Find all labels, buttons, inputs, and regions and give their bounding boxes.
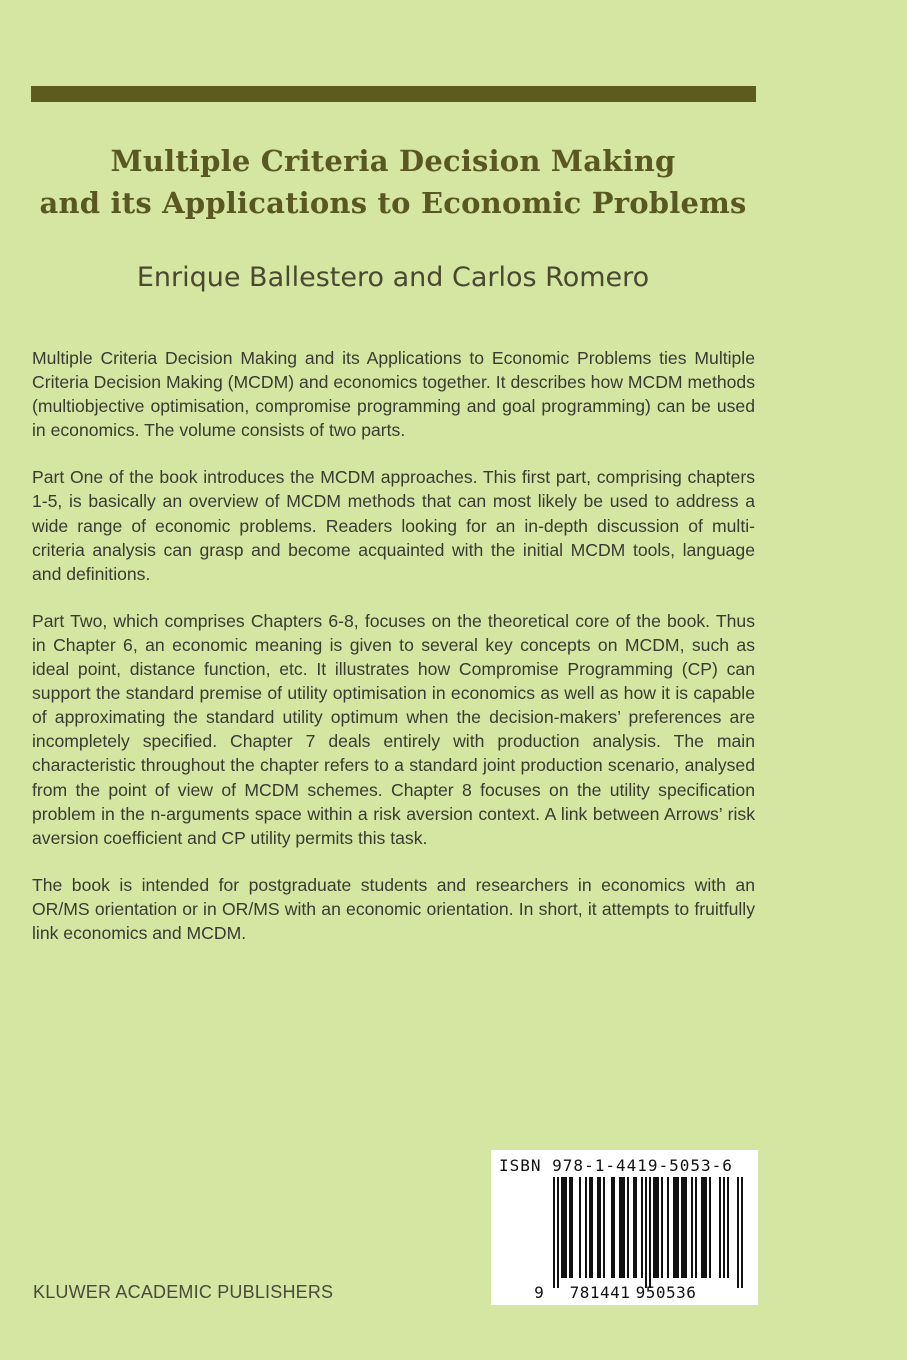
barcode-bar <box>681 1177 683 1278</box>
barcode-bar <box>737 1177 739 1288</box>
barcode-bar <box>619 1177 621 1278</box>
barcode-digit-first: 9 <box>534 1283 544 1302</box>
isbn-label: ISBN 978-1-4419-5053-6 <box>499 1156 733 1175</box>
barcode-bar <box>613 1177 615 1278</box>
isbn-barcode <box>491 1150 758 1305</box>
barcode-bar <box>611 1177 613 1278</box>
barcode-bar <box>589 1177 591 1278</box>
book-title <box>0 140 786 224</box>
barcode-bar <box>719 1177 721 1278</box>
barcode-bar <box>727 1177 729 1278</box>
barcode-bar <box>557 1177 559 1288</box>
authors: Enrique Ballestero and Carlos Romero <box>136 262 650 293</box>
blurb-paragraph-3: Part Two, which comprises Chapters 6-8, focuses on the theoretical core of the book. Thus in Chapter 6, an economic meaning is given to several key concepts on MCDM, such as ideal point, distance function, etc. It illustrates how Compromise Programming (CP) can support the standard premise of utility optimisation in economics as well as how it is capable of approximating the standard utility optimum when the decision-makers’ preferences are incompletely specified. Chapter 7 deals entirely with production analysis. The main characteristic throughout the chapter refers to a standard joint production scenario, analysed from the point of view of MCDM schemes. Chapter 8 focuses on the utility specification problem in the n-arguments space within a risk aversion context. A link between Arrows’ risk aversion coefficient and CP utility permits this task. <box>32 610 755 848</box>
title-line-1: Multiple Criteria Decision Making <box>110 144 676 178</box>
barcode-bar <box>695 1177 697 1278</box>
barcode-bar <box>741 1177 743 1288</box>
top-decorative-bar <box>31 86 756 102</box>
barcode-bar <box>701 1177 703 1278</box>
barcode-bar <box>661 1177 663 1278</box>
barcode-bar <box>667 1177 669 1278</box>
barcode-bar <box>673 1177 675 1278</box>
barcode-bar <box>579 1177 581 1278</box>
barcode-bar <box>585 1177 587 1278</box>
barcode-bar <box>635 1177 637 1278</box>
barcode-bar <box>561 1177 563 1278</box>
barcode-bar <box>569 1177 571 1278</box>
blurb-paragraph-1: Multiple Criteria Decision Making and its Applications to Economic Problems ties Multiple Criteria Decision Making (MCDM) and economics together. It describes how MCDM methods (multiobjective optimisation, compromise programming and goal programming) can be used in economics. The volume consists of two parts. <box>32 348 755 441</box>
barcode-bars <box>553 1177 743 1288</box>
barcode-bar <box>653 1177 655 1278</box>
barcode-bar <box>703 1177 705 1278</box>
barcode-digits-right: 950536 <box>635 1283 697 1302</box>
barcode-bar <box>649 1177 651 1288</box>
barcode-bar <box>623 1177 625 1278</box>
barcode-bar <box>621 1177 623 1278</box>
barcode-bar <box>683 1177 685 1278</box>
barcode-bar <box>657 1177 659 1278</box>
barcode-bar <box>641 1177 643 1278</box>
barcode-bar <box>709 1177 711 1278</box>
barcode-bar <box>691 1177 693 1278</box>
blurb-paragraph-4: The book is intended for postgraduate students and researchers in economics with an OR/MS orientation or in OR/MS with an economic orientation. In short, it attempts to fruitfully link economics and MCDM. <box>32 874 755 943</box>
barcode-bar <box>685 1177 687 1278</box>
barcode-bar <box>655 1177 657 1278</box>
barcode-digits-left: 781441 <box>569 1283 631 1302</box>
barcode-bar <box>553 1177 555 1288</box>
barcode-bar <box>705 1177 707 1278</box>
barcode-bar <box>563 1177 565 1278</box>
barcode-bar <box>723 1177 725 1278</box>
title-line-2: and its Applications to Economic Problems <box>39 186 747 220</box>
barcode-bar <box>591 1177 593 1278</box>
barcode-bar <box>645 1177 647 1288</box>
barcode-bar <box>603 1177 605 1278</box>
barcode-bar <box>571 1177 573 1278</box>
barcode-bar <box>627 1177 629 1278</box>
blurb <box>32 346 755 968</box>
publisher-name: KLUWER ACADEMIC PUBLISHERS <box>33 1282 334 1302</box>
barcode-bar <box>677 1177 679 1278</box>
barcode-bar <box>675 1177 677 1278</box>
barcode-bar <box>633 1177 635 1278</box>
barcode-bar <box>565 1177 567 1278</box>
blurb-paragraph-2: Part One of the book introduces the MCDM approaches. This first part, comprising chapters 1-5, is basically an overview of MCDM methods that can most likely be used to address a wide range of economic problems. Readers looking for an in-depth discussion of multi-criteria analysis can grasp and become acquainted with the initial MCDM tools, language and definitions. <box>32 467 755 584</box>
barcode-bar <box>599 1177 601 1278</box>
barcode-graphic <box>491 1150 758 1305</box>
barcode-bar <box>597 1177 599 1278</box>
